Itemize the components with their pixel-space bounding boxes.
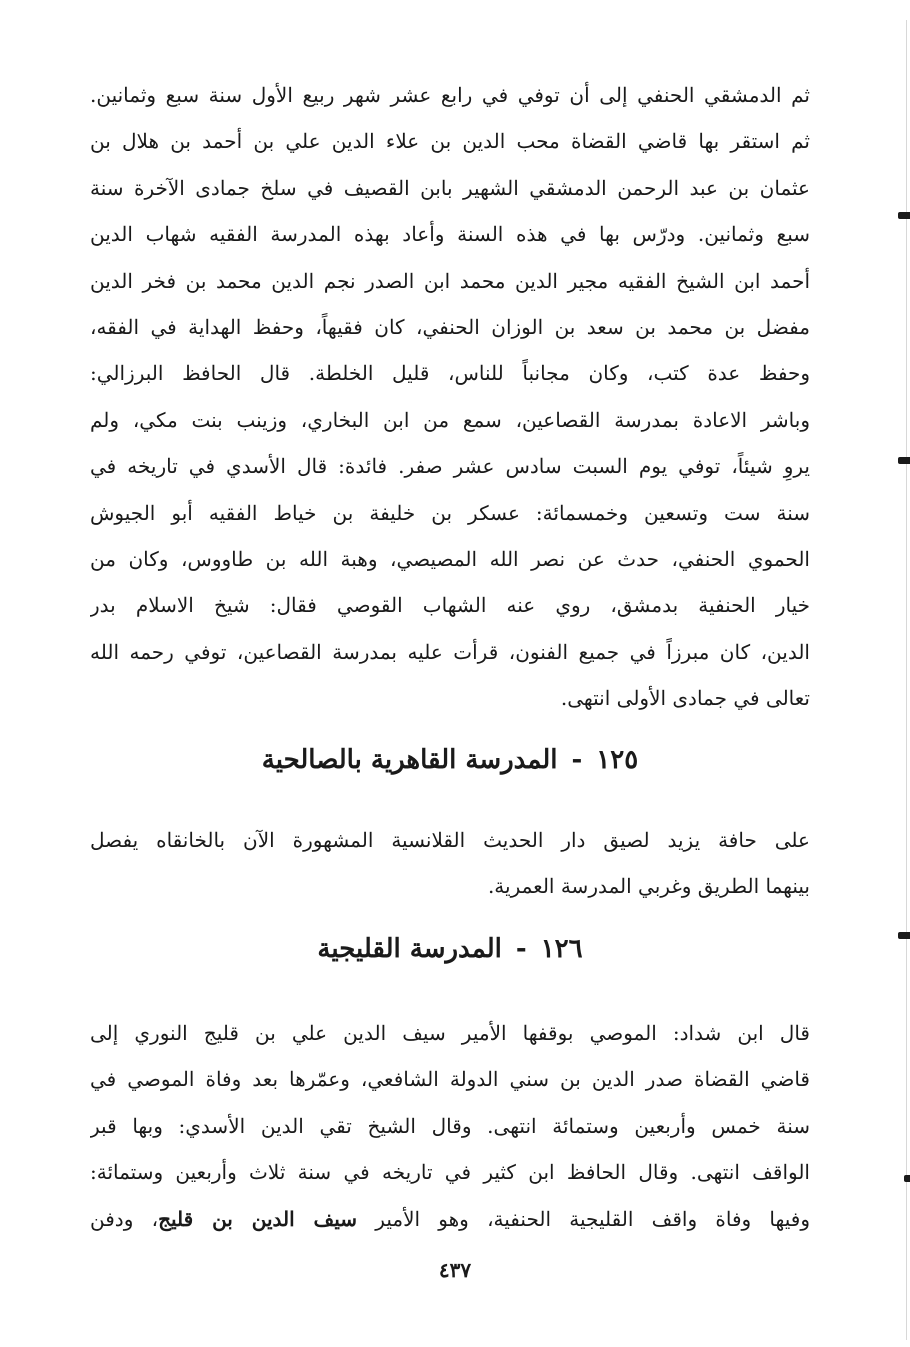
text-line: ثم الدمشقي الحنفي إلى أن توفي في رابع عشر شهر ربيع الأول سنة سبع وثمانين. — [90, 83, 810, 107]
text-line: سبع وثمانين. ودرّس بها في هذه السنة وأعاد بهذه المدرسة الفقيه شهاب الدين — [90, 222, 810, 247]
bold-name: سيف الدين بن قليج — [158, 1206, 358, 1231]
margin-mark — [898, 457, 910, 464]
section-number: ١٢٥ — [596, 745, 639, 775]
section-title: المدرسة القاهرية بالصالحية — [261, 745, 558, 775]
section-heading-126 — [90, 934, 810, 964]
text-line: تعالى في جمادى الأولى انتهى. — [560, 686, 810, 711]
text-line: الدين، كان مبرزاً في جميع الفنون، قرأت عليه بمدرسة القصاعين، توفي رحمه الله — [90, 639, 810, 664]
text-line-with-bold-name — [90, 1196, 810, 1242]
text-line: قاضي القضاة صدر الدين بن سني الدولة الشافعي، وعمّرها بعد وفاة الموصي في — [90, 1067, 810, 1092]
text-line: خيار الحنفية بدمشق، روي عنه الشهاب القوصي فقال: شيخ الاسلام بدر — [90, 593, 810, 618]
text-line: سنة خمس وأربعين وستمائة انتهى. وقال الشيخ تقي الدين الأسدي: وبها قبر — [90, 1113, 810, 1138]
section-number: ١٢٦ — [540, 934, 583, 964]
text-line: عثمان بن عبد الرحمن الدمشقي الشهير بابن القصيف في سلخ جمادى الآخرة سنة — [90, 175, 810, 200]
paragraph-block-middle — [90, 817, 810, 910]
text-line: الحموي الحنفي، حدث عن نصر الله المصيصي، وهبة الله بن طاووس، وكان من — [90, 546, 810, 571]
text-line: وحفظ عدة كتب، وكان مجانباً للناس، قليل الخلطة. قال الحافظ البرزالي: — [90, 361, 810, 386]
text-segment: وفيها وفاة واقف القليجية الحنفية، وهو الأمير — [357, 1206, 810, 1231]
text-line: أحمد ابن الشيخ الفقيه مجير الدين محمد ابن الصدر نجم الدين محمد بن فخر الدين — [90, 268, 810, 293]
paragraph-block-bottom — [90, 1010, 810, 1242]
section-title: المدرسة القليجية — [317, 934, 502, 964]
margin-mark — [898, 932, 910, 939]
margin-mark — [898, 212, 910, 219]
text-line: وباشر الاعادة بمدرسة القصاعين، سمع من ابن البخاري، وزينب بنت مكي، ولم — [90, 407, 810, 432]
paragraph-block-top — [90, 72, 810, 721]
text-line: الواقف انتهى. وقال الحافظ ابن كثير في تاريخه في سنة ثلاث وأربعين وستمائة: — [90, 1160, 810, 1185]
text-segment: ، ودفن — [90, 1206, 159, 1231]
heading-dash: - — [571, 745, 583, 775]
text-line: مفضل بن محمد بن سعد بن الوزان الحنفي، كان فقيهاً، وحفظ الهداية في الفقه، — [90, 314, 810, 339]
section-heading-125 — [90, 745, 810, 775]
text-line: على حافة يزيد لصيق دار الحديث القلانسية المشهورة الآن بالخانقاه يفصل — [90, 828, 810, 852]
page-number: ٤٣٧ — [438, 1258, 472, 1282]
text-line: ثم استقر بها قاضي القضاة محب الدين بن علاء الدين علي بن أحمد بن هلال بن — [90, 129, 810, 154]
text-line: سنة ست وتسعين وخمسمائة: عسكر بن خليفة بن خياط الفقيه أبو الجيوش — [90, 500, 810, 525]
text-line: قال ابن شداد: الموصي بوقفها الأمير سيف الدين علي بن قليج النوري إلى — [90, 1021, 810, 1045]
heading-dash: - — [515, 934, 527, 964]
text-line: بينهما الطريق وغربي المدرسة العمرية. — [487, 874, 810, 899]
text-line: يروِ شيئاً، توفي يوم السبت سادس عشر صفر. فائدة: قال الأسدي في تاريخه في — [90, 454, 810, 479]
margin-mark — [904, 1175, 910, 1182]
